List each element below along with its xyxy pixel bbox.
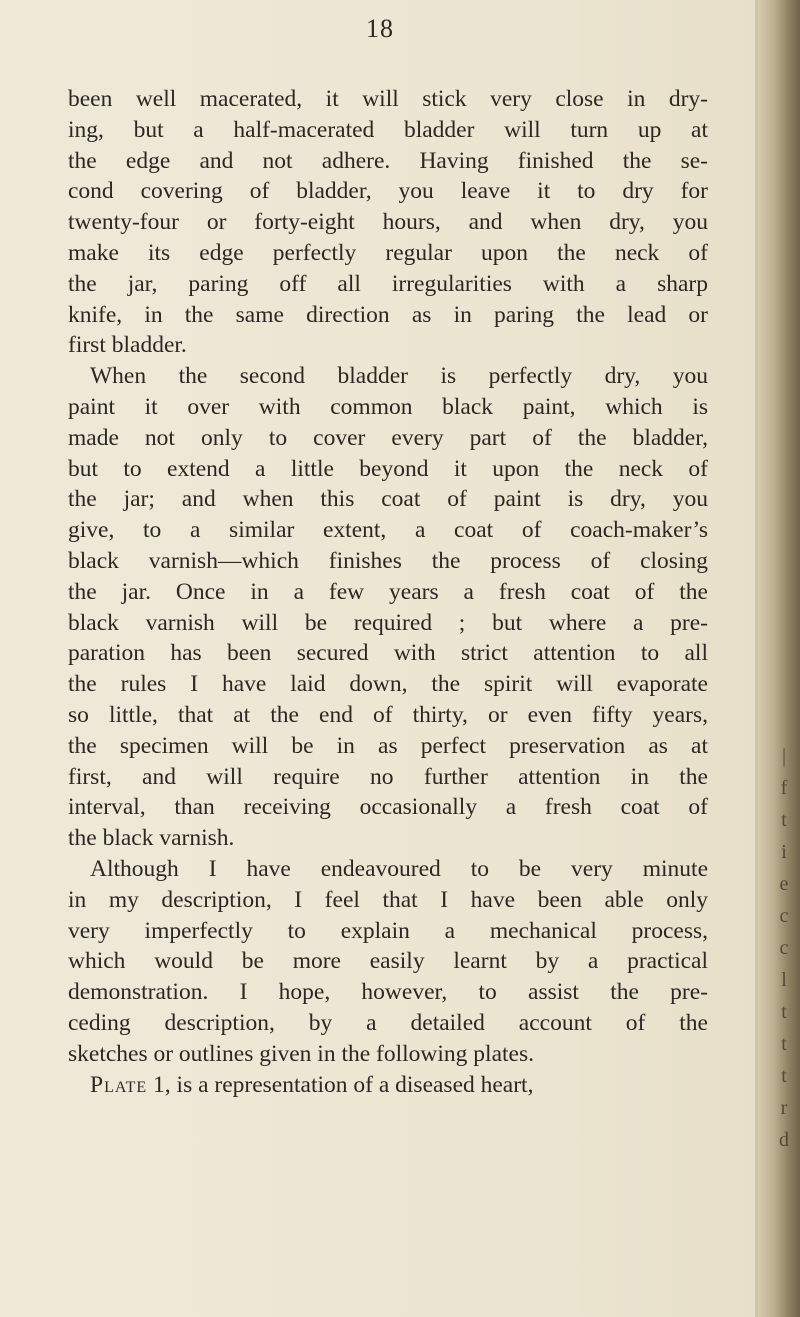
text-line: made not only to cover every part of the bladder, (68, 424, 708, 451)
text-line: the jar, paring off all irregularities with a sharp (68, 270, 708, 297)
page-number: 18 (366, 14, 394, 43)
text-line: in my description, I feel that I have been able only (68, 886, 708, 913)
text-line: the black varnish. (68, 825, 235, 852)
text-line: paint it over with common black paint, which is (68, 393, 708, 420)
text-line: first, and will require no further attention in the (68, 763, 708, 790)
text-line: ceding description, by a detailed account of the (68, 1009, 708, 1036)
text-line: the jar; and when this coat of paint is dry, you (68, 486, 708, 513)
text-line: ing, but a half-macerated bladder will turn up at (68, 116, 708, 143)
text-line: the rules I have laid down, the spirit will evaporate (68, 671, 708, 698)
facing-page-edge: | f t i e c c l t t t r d (779, 745, 789, 1151)
text-line: the edge and not adhere. Having finished the se- (68, 147, 708, 174)
text-line: but to extend a little beyond it upon the neck of (68, 455, 708, 482)
text-line: interval, than receiving occasionally a fresh coat of (68, 794, 708, 821)
text-line: sketches or outlines given in the following plates. (68, 1040, 534, 1067)
text-line: Although I have endeavoured to be very minute (90, 855, 708, 882)
text-line: paration has been secured with strict attention to all (68, 640, 708, 667)
text-line: twenty-four or forty-eight hours, and when dry, you (68, 209, 708, 236)
text-line: black varnish will be required ; but where a pre- (68, 609, 708, 636)
text-line: been well macerated, it will stick very close in dry- (68, 86, 708, 112)
text-line: When the second bladder is perfectly dry, you (90, 363, 708, 390)
text-line: which would be more easily learnt by a practical (68, 948, 708, 975)
body-text (68, 84, 708, 1100)
text-line: make its edge perfectly regular upon the neck of (68, 239, 708, 266)
text-line: very imperfectly to explain a mechanical process, (68, 917, 708, 944)
text-line: so little, that at the end of thirty, or even fifty years, (68, 701, 708, 728)
plate-word: Plate (90, 1071, 148, 1098)
text-line: demonstration. I hope, however, to assist the pre- (68, 979, 708, 1006)
text-line: black varnish—which finishes the process of closing (68, 547, 708, 574)
text-line: knife, in the same direction as in paring the lead or (68, 301, 708, 328)
text-line-final (68, 1070, 708, 1101)
text-line: first bladder. (68, 332, 187, 359)
final-line-rest: 1, is a representation of a diseased heart, (147, 1071, 534, 1098)
text-line: the specimen will be in as perfect preservation as at (68, 732, 708, 759)
text-line: the jar. Once in a few years a fresh coat of the (68, 578, 708, 605)
text-line: cond covering of bladder, you leave it to dry for (68, 178, 708, 205)
text-line: give, to a similar extent, a coat of coach-maker’s (68, 517, 708, 544)
